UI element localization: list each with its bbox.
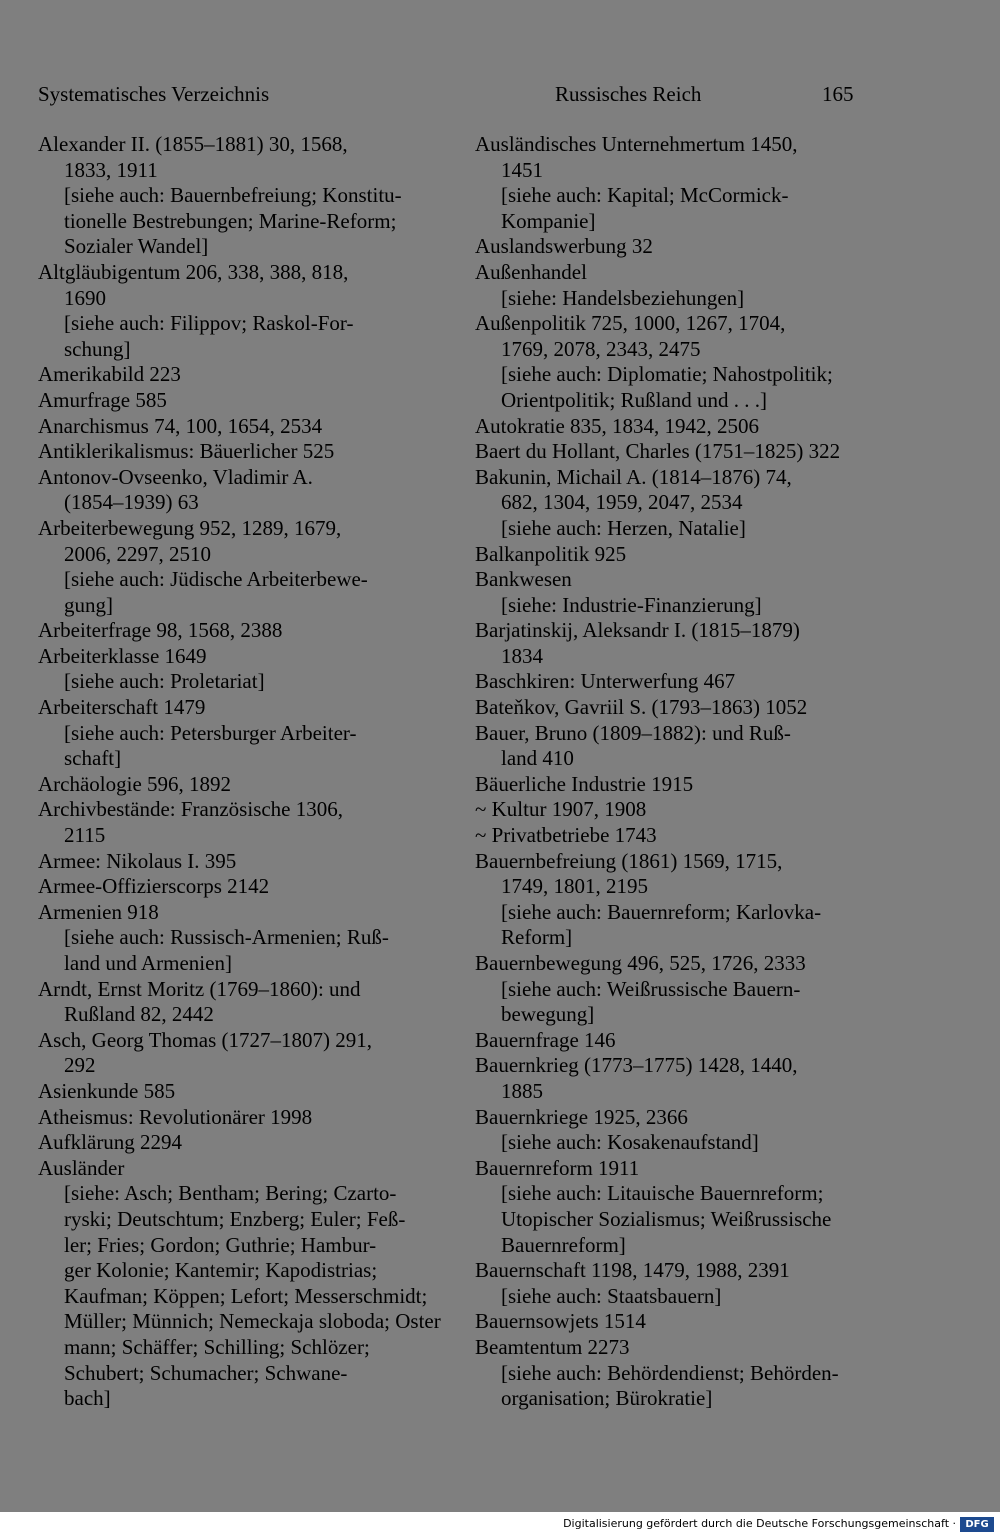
index-entry-line: Armenien 918 — [38, 899, 159, 924]
index-entry-line: [siehe: Industrie-Finanzierung] — [501, 592, 762, 617]
index-entry-line: 1769, 2078, 2343, 2475 — [501, 336, 701, 361]
index-entry-line: Anarchismus 74, 100, 1654, 2534 — [38, 413, 323, 438]
index-entry-line: [siehe: Asch; Bentham; Bering; Czarto- — [64, 1181, 397, 1206]
index-entry-line: [siehe auch: Filippov; Raskol-For- — [64, 311, 354, 336]
index-entry-line: Bauernschaft 1198, 1479, 1988, 2391 — [475, 1258, 790, 1283]
index-entry-line: Ausländer — [38, 1155, 125, 1180]
index-entry-line: 2006, 2297, 2510 — [64, 541, 211, 566]
index-entry-line: Kompanie] — [501, 208, 596, 233]
index-entry-line: Utopischer Sozialismus; Weißrussische — [501, 1206, 832, 1231]
index-entry-line: [siehe auch: Bauernreform; Karlovka- — [501, 899, 822, 924]
index-entry-line: Balkanpolitik 925 — [475, 541, 627, 566]
index-entry-line: [siehe auch: Kapital; McCormick- — [501, 183, 789, 208]
index-entry-line: Orientpolitik; Rußland und . . .] — [501, 387, 767, 412]
index-entry-line: 1885 — [501, 1078, 543, 1103]
index-entry-line: Schubert; Schumacher; Schwane- — [64, 1360, 348, 1385]
index-entry-line: Asienkunde 585 — [38, 1078, 176, 1103]
index-entry-line: [siehe auch: Kosakenaufstand] — [501, 1130, 759, 1155]
index-entry-line: Antonov-Ovseenko, Vladimir A. — [38, 464, 313, 489]
index-entry-line: Reform] — [501, 925, 573, 950]
index-entry-line: mann; Schäffer; Schilling; Schlözer; — [64, 1334, 370, 1359]
index-entry-line: 1749, 1801, 2195 — [501, 874, 648, 899]
index-entry-line: Altgläubigentum 206, 338, 388, 818, — [38, 259, 349, 284]
index-entry-line: Sozialer Wandel] — [64, 234, 209, 259]
footer-credit: Digitalisierung gefördert durch die Deutsche Forschungsgemeinschaft · — [563, 1517, 956, 1530]
index-entry-line: Außenpolitik 725, 1000, 1267, 1704, — [475, 311, 786, 336]
index-entry-line: 292 — [64, 1053, 96, 1078]
index-entry-line: Bauernbewegung 496, 525, 1726, 2333 — [475, 951, 806, 975]
index-column-left — [38, 132, 458, 1412]
index-entry-line: Rußland 82, 2442 — [64, 1002, 214, 1027]
index-entry-line: 2115 — [64, 823, 106, 848]
index-entry-line: Außenhandel — [475, 259, 587, 284]
index-entry-line: Bauernbefreiung (1861) 1569, 1715, — [475, 848, 783, 873]
index-entry-line: bach] — [64, 1386, 111, 1411]
running-header-center: Russisches Reich — [555, 82, 702, 106]
index-entry-line: Bakunin, Michail A. (1814–1876) 74, — [475, 464, 792, 489]
index-entry-line: ler; Fries; Gordon; Guthrie; Hambur- — [64, 1232, 377, 1257]
index-entry-line: Baschkiren: Unterwerfung 467 — [475, 669, 736, 694]
index-entry-line: gung] — [64, 592, 113, 617]
index-entry-line: Autokratie 835, 1834, 1942, 2506 — [475, 413, 760, 438]
dfg-logo: DFG — [960, 1517, 994, 1532]
index-entry-line: schaft] — [64, 746, 122, 771]
index-entry-line: Archäologie 596, 1892 — [38, 771, 232, 796]
running-header-left: Systematisches Verzeichnis — [38, 82, 270, 106]
index-entry-line: Kaufman; Köppen; Lefort; Messerschmidt; — [64, 1283, 428, 1308]
index-entry-line: 1690 — [64, 285, 106, 310]
index-entry-line: Archivbestände: Französische 1306, — [38, 797, 344, 822]
index-entry-line: [siehe auch: Russisch-Armenien; Ruß- — [64, 925, 389, 950]
index-entry-line: (1854–1939) 63 — [64, 490, 199, 515]
index-entry-line: Bateňkov, Gavriil S. (1793–1863) 1052 — [475, 695, 808, 720]
index-entry-line: [siehe auch: Jüdische Arbeiterbewe- — [64, 567, 368, 592]
index-column-right — [475, 132, 885, 1412]
index-entry-line: Bankwesen — [475, 567, 572, 592]
index-entry-line: Arbeiterklasse 1649 — [38, 643, 207, 668]
index-entry-line: Bauernsowjets 1514 — [475, 1309, 646, 1334]
index-entry-line: ~ Kultur 1907, 1908 — [475, 797, 647, 822]
index-entry-line: Bäuerliche Industrie 1915 — [475, 771, 694, 796]
index-entry-line: Alexander II. (1855–1881) 30, 1568, — [38, 132, 348, 156]
index-entry-line: Antiklerikalismus: Bäuerlicher 525 — [38, 439, 335, 464]
index-entry-line: bewegung] — [501, 1002, 595, 1027]
index-entry-line: Armee-Offizierscorps 2142 — [38, 874, 270, 899]
index-entry-line: 682, 1304, 1959, 2047, 2534 — [501, 490, 743, 515]
index-entry-line: Arbeiterschaft 1479 — [38, 695, 206, 720]
index-entry-line: Aufklärung 2294 — [38, 1130, 183, 1155]
index-entry-line: ~ Privatbetriebe 1743 — [475, 823, 657, 848]
index-entry-line: Asch, Georg Thomas (1727–1807) 291, — [38, 1027, 373, 1052]
index-entry-line: [siehe auch: Herzen, Natalie] — [501, 515, 746, 540]
index-entry-line: Barjatinskij, Aleksandr I. (1815–1879) — [475, 618, 800, 643]
index-entry-line: Baert du Hollant, Charles (1751–1825) 322 — [475, 439, 841, 464]
index-entry-line: Beamtentum 2273 — [475, 1334, 630, 1359]
digitization-footer — [0, 1512, 1000, 1538]
page-number: 165 — [822, 82, 854, 106]
index-entry-line: [siehe auch: Proletariat] — [64, 669, 265, 694]
index-entry-line: Arndt, Ernst Moritz (1769–1860): und — [38, 976, 361, 1001]
index-entry-line: Amurfrage 585 — [38, 387, 167, 412]
index-entry-line: Atheismus: Revolutionärer 1998 — [38, 1104, 313, 1129]
index-entry-line: Ausländisches Unternehmertum 1450, — [475, 132, 798, 156]
index-entry-line: Bauernfrage 146 — [475, 1027, 616, 1052]
index-entry-line: 1833, 1911 — [64, 157, 158, 182]
index-entry-line: Müller; Münnich; Nemeckaja sloboda; Oster — [64, 1309, 441, 1334]
index-entry-line: 1834 — [501, 643, 543, 668]
index-entry-line: land 410 — [501, 746, 574, 771]
index-entry-line: Bauer, Bruno (1809–1882): und Ruß- — [475, 720, 791, 745]
index-entry-line: Bauernreform] — [501, 1232, 626, 1257]
index-entry-line: [siehe: Handelsbeziehungen] — [501, 285, 745, 310]
index-entry-line: [siehe auch: Petersburger Arbeiter- — [64, 720, 357, 745]
index-entry-line: 1451 — [501, 157, 543, 182]
index-entry-line: ger Kolonie; Kantemir; Kapodistrias; — [64, 1258, 378, 1283]
index-entry-line: Amerikabild 223 — [38, 362, 181, 387]
index-entry-line: [siehe auch: Litauische Bauernreform; — [501, 1181, 824, 1206]
index-entry-line: Bauernreform 1911 — [475, 1155, 640, 1180]
index-entry-line: land und Armenien] — [64, 951, 232, 975]
index-entry-line: schung] — [64, 336, 131, 361]
index-entry-line: [siehe auch: Staatsbauern] — [501, 1283, 722, 1308]
index-entry-line: [siehe auch: Weißrussische Bauern- — [501, 976, 801, 1001]
index-entry-line: tionelle Bestrebungen; Marine-Reform; — [64, 208, 397, 233]
index-entry-line: ryski; Deutschtum; Enzberg; Euler; Feß- — [64, 1206, 406, 1231]
index-entry-line: [siehe auch: Behördendienst; Behörden- — [501, 1360, 839, 1385]
index-entry-line: [siehe auch: Diplomatie; Nahostpolitik; — [501, 362, 833, 387]
index-entry-line: Armee: Nikolaus I. 395 — [38, 848, 237, 873]
index-entry-line: Arbeiterfrage 98, 1568, 2388 — [38, 618, 283, 643]
index-entry-line: Bauernkrieg (1773–1775) 1428, 1440, — [475, 1053, 798, 1078]
index-entry-line: [siehe auch: Bauernbefreiung; Konstitu- — [64, 183, 402, 208]
index-entry-line: Arbeiterbewegung 952, 1289, 1679, — [38, 515, 342, 540]
index-entry-line: Auslandswerbung 32 — [475, 234, 653, 259]
index-entry-line: Bauernkriege 1925, 2366 — [475, 1104, 688, 1129]
index-entry-line: organisation; Bürokratie] — [501, 1386, 713, 1411]
